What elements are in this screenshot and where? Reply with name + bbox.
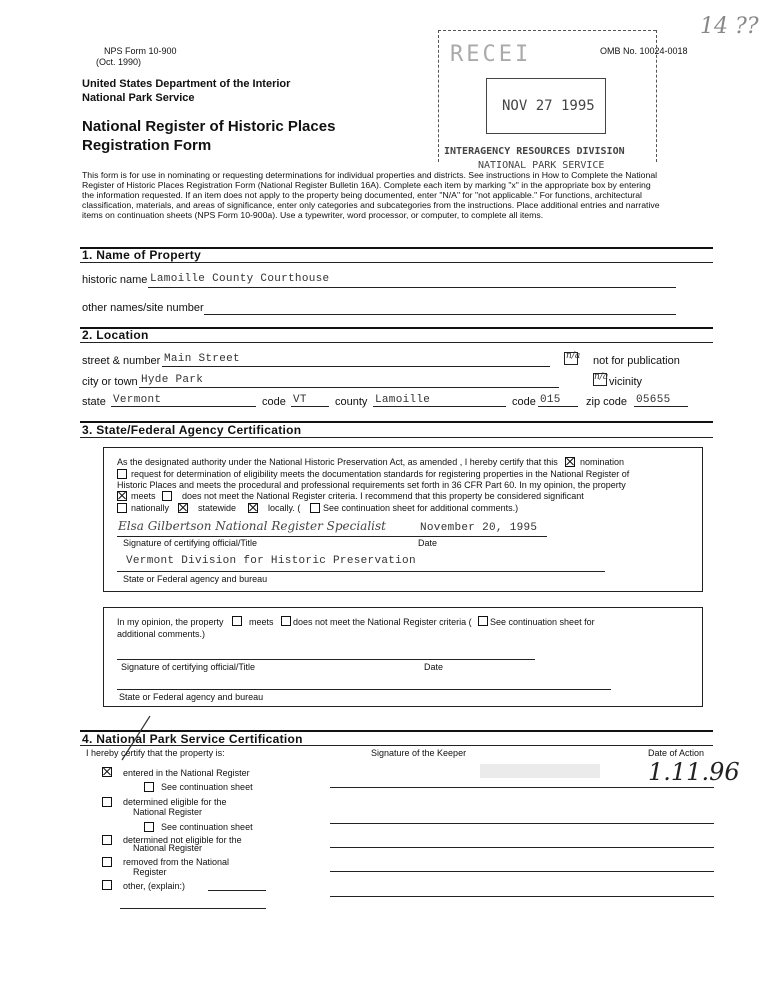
cert-locally: locally. ( xyxy=(268,503,301,513)
state-line xyxy=(111,406,256,407)
state-code-field[interactable]: VT xyxy=(293,394,307,406)
opinion-signature-line xyxy=(117,659,535,660)
state-code-line xyxy=(291,406,329,407)
nomination-checkbox[interactable] xyxy=(565,457,575,467)
intro-paragraph xyxy=(82,170,722,220)
corner-handwritten-number: 14 ?? xyxy=(700,14,759,39)
historic-name-field[interactable]: Lamoille County Courthouse xyxy=(150,273,330,285)
other-explain-line xyxy=(208,890,266,891)
section1-title: 1. Name of Property xyxy=(82,248,202,262)
request-checkbox[interactable] xyxy=(117,469,127,479)
opinion-meets: meets xyxy=(249,617,274,627)
section2-rule xyxy=(80,327,713,329)
signature-line xyxy=(117,536,547,537)
meets-checkbox[interactable] xyxy=(117,491,127,501)
street-line xyxy=(162,366,550,367)
opinion-additional: additional comments.) xyxy=(117,629,206,639)
intro-line: This form is for use in nominating or requesting determinations for individual properties and districts. See instructions in How to Complete the National xyxy=(82,170,658,180)
zip-label: zip code xyxy=(586,396,627,408)
section3-title: 3. State/Federal Agency Certification xyxy=(82,423,302,437)
keeper-line-1 xyxy=(330,787,714,788)
cert-not-meet: does not meet the National Register criteria. I recommend that this property be considered significant xyxy=(182,491,584,501)
form-date: (Oct. 1990) xyxy=(96,57,142,67)
certifying-date[interactable]: November 20, 1995 xyxy=(420,522,538,534)
intro-line: classification, materials, and areas of significance, enter only categories and subcategories from the instructions. Place additional entries and narrative xyxy=(82,200,660,210)
eligible-continuation-label: See continuation sheet xyxy=(161,822,253,832)
stamp-service: NATIONAL PARK SERVICE xyxy=(478,160,605,171)
removed-label: removed from the National xyxy=(123,857,230,867)
city-label: city or town xyxy=(82,376,138,388)
keeper-signature-faded xyxy=(480,764,600,778)
county-line xyxy=(373,406,506,407)
eligible-continuation-checkbox[interactable] xyxy=(144,822,154,832)
entered-label: entered in the National Register xyxy=(123,768,250,778)
section1-underline xyxy=(80,262,713,263)
opinion-continuation: See continuation sheet for xyxy=(490,617,595,627)
opinion-meets-checkbox[interactable] xyxy=(232,616,242,626)
agency-label: State or Federal agency and bureau xyxy=(123,574,268,584)
city-line xyxy=(139,387,559,388)
cert-continuation: See continuation sheet for additional comments.) xyxy=(323,503,519,513)
locally-checkbox[interactable] xyxy=(248,503,258,513)
historic-name-line xyxy=(148,287,676,288)
opinion-not-meet-checkbox[interactable] xyxy=(281,616,291,626)
county-label: county xyxy=(335,396,368,408)
section4-title: 4. National Park Service Certification xyxy=(82,732,303,746)
entered-checkbox[interactable] xyxy=(102,767,112,777)
intro-line: items on continuation sheets (NPS Form 10-900a). Use a typewriter, word processor, or computer, to complete all items. xyxy=(82,210,544,220)
vicinity-mark: n/a xyxy=(594,372,609,382)
stamp-received: RECEI xyxy=(450,42,532,67)
eligible-checkbox[interactable] xyxy=(102,797,112,807)
nfp-label: not for publication xyxy=(593,355,680,367)
keeper-line-5 xyxy=(330,896,714,897)
agency-field[interactable]: Vermont Division for Historic Preservation xyxy=(126,555,416,567)
removed-checkbox[interactable] xyxy=(102,857,112,867)
vicinity-label: vicinity xyxy=(609,376,643,388)
cert-text-2: request for determination of eligibility meets the documentation standards for registering properties in the National Register of xyxy=(131,469,630,479)
opinion-agency-line xyxy=(117,689,611,690)
keeper-label: Signature of the Keeper xyxy=(371,748,467,758)
intro-line: Register of Historic Places Registration Form (National Register Bulletin 16A). Complete each item by marking "x" in the appropriate box by entering xyxy=(82,180,651,190)
form-subtitle: Registration Form xyxy=(82,137,212,154)
cert-meets: meets xyxy=(131,491,156,501)
stamp-date: NOV 27 1995 xyxy=(502,98,595,114)
zip-line xyxy=(634,406,688,407)
department-name: United States Department of the Interior xyxy=(82,78,291,90)
nps-cert-intro: I hereby certify that the property is: xyxy=(86,748,225,758)
section4-underline xyxy=(80,745,713,746)
date-of-action-hand: 1.11.96 xyxy=(648,758,740,786)
cert-text-3: Historic Places and meets the procedural and professional requirements set forth in 36 CFR Part 60. In my opinion, the property xyxy=(117,480,626,490)
nationally-checkbox[interactable] xyxy=(117,503,127,513)
county-field[interactable]: Lamoille xyxy=(375,394,431,406)
keeper-line-3 xyxy=(330,847,714,848)
stamp-division: INTERAGENCY RESOURCES DIVISION xyxy=(444,146,625,157)
section2-underline xyxy=(80,342,713,343)
other-label: other, (explain:) xyxy=(123,881,186,891)
date-label: Date xyxy=(418,538,438,548)
opinion-continuation-checkbox[interactable] xyxy=(478,616,488,626)
not-eligible-label-2: National Register xyxy=(133,843,203,853)
keeper-line-2 xyxy=(330,823,714,824)
opinion-not-meet: does not meet the National Register criteria ( xyxy=(293,617,472,627)
other-checkbox[interactable] xyxy=(102,880,112,890)
street-field[interactable]: Main Street xyxy=(164,353,240,365)
opinion-date-label: Date xyxy=(424,662,444,672)
county-code-label: code xyxy=(512,396,536,408)
cert-statewide: statewide xyxy=(198,503,237,513)
zip-field[interactable]: 05655 xyxy=(636,394,671,406)
county-code-line xyxy=(538,406,578,407)
cert-text-1: As the designated authority under the National Historic Preservation Act, as amended , I hereby certify that this xyxy=(117,457,558,467)
section2-title: 2. Location xyxy=(82,328,149,342)
not-meet-checkbox[interactable] xyxy=(162,491,172,501)
form-number: NPS Form 10-900 xyxy=(104,46,177,56)
intro-line: the information requested. If an item does not apply to the property being documented, enter "N/A" for "not applicable." For functions, architectural xyxy=(82,190,642,200)
cert-nomination: nomination xyxy=(580,457,625,467)
county-code-field[interactable]: 015 xyxy=(540,394,561,406)
not-eligible-checkbox[interactable] xyxy=(102,835,112,845)
certifying-signature: Elsa Gilbertson National Register Specialist xyxy=(118,519,386,533)
agency-line xyxy=(117,571,605,572)
historic-name-label: historic name xyxy=(82,274,148,286)
cert-nationally: nationally xyxy=(131,503,170,513)
handwritten-slash-mark xyxy=(110,712,160,767)
state-label: state xyxy=(82,396,106,408)
other-names-line xyxy=(204,314,676,315)
entered-continuation-checkbox[interactable] xyxy=(144,782,154,792)
not-eligible-label: determined not eligible for the xyxy=(123,835,242,845)
sig-label: Signature of certifying official/Title xyxy=(123,538,258,548)
state-field[interactable]: Vermont xyxy=(113,394,162,406)
removed-label-2: Register xyxy=(133,867,167,877)
keeper-line-4 xyxy=(330,871,714,872)
service-name: National Park Service xyxy=(82,92,195,104)
section3-underline xyxy=(80,437,713,438)
city-field[interactable]: Hyde Park xyxy=(141,374,204,386)
state-code-label: code xyxy=(262,396,286,408)
omb-number: OMB No. 10024-0018 xyxy=(600,46,688,56)
eligible-label-2: National Register xyxy=(133,807,203,817)
other-names-label: other names/site number xyxy=(82,302,204,314)
continuation-checkbox[interactable] xyxy=(310,503,320,513)
opinion-agency-label: State or Federal agency and bureau xyxy=(119,692,264,702)
street-label: street & number xyxy=(82,355,161,367)
eligible-label: determined eligible for the xyxy=(123,797,227,807)
other-explain-line-2 xyxy=(120,908,266,909)
opinion-sig-label: Signature of certifying official/Title xyxy=(121,662,256,672)
form-title: National Register of Historic Places xyxy=(82,118,336,135)
opinion-text: In my opinion, the property xyxy=(117,617,224,627)
nfp-mark: n/a xyxy=(566,351,581,361)
entered-continuation-label: See continuation sheet xyxy=(161,782,253,792)
date-of-action-label: Date of Action xyxy=(648,748,705,758)
statewide-checkbox[interactable] xyxy=(178,503,188,513)
